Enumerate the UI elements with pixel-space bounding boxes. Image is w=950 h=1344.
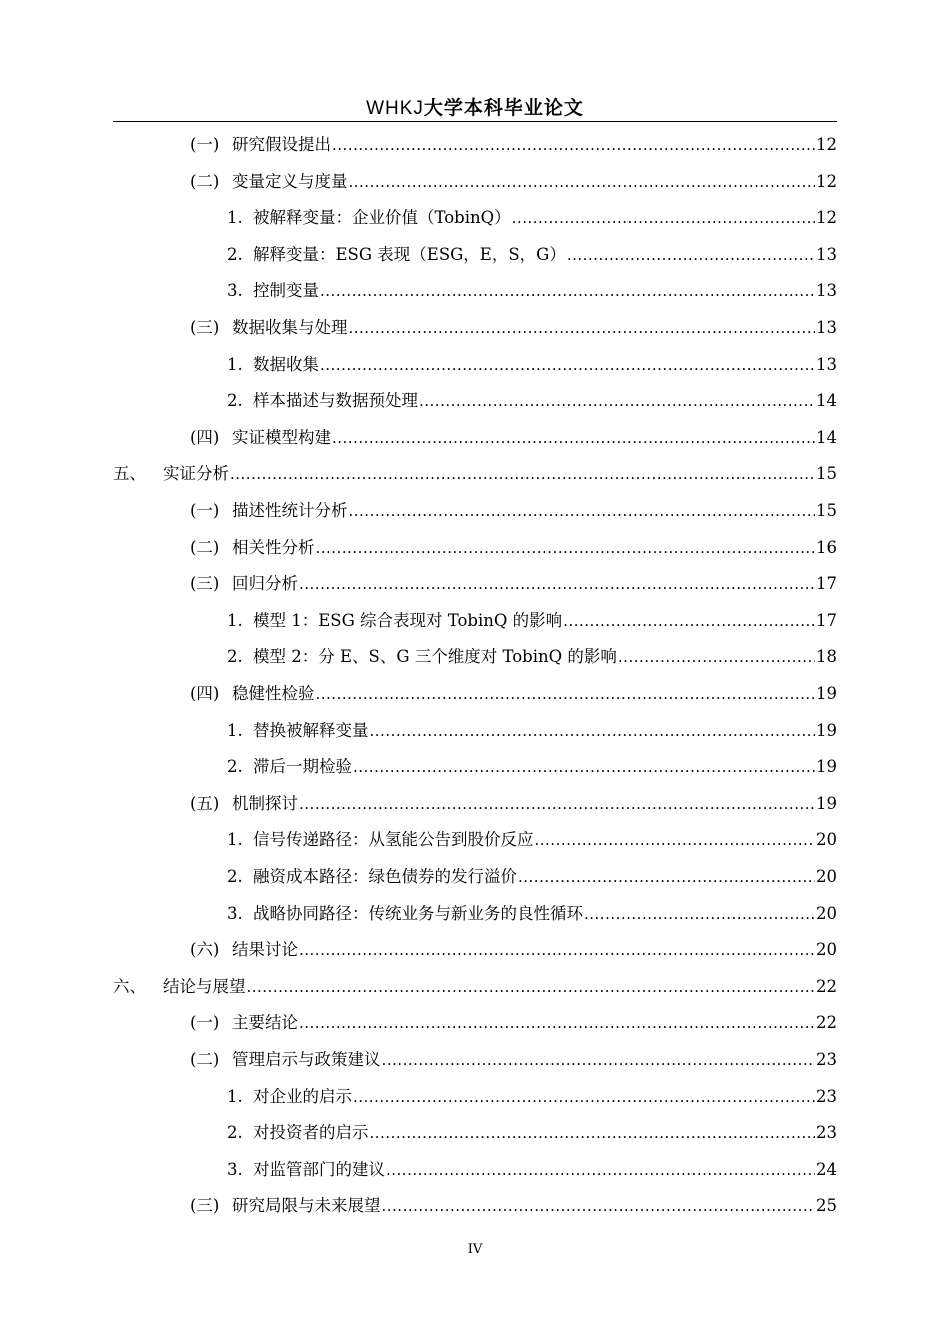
toc-entry-title: 机制探讨: [232, 793, 298, 813]
toc-entry-page: 25: [816, 1196, 837, 1216]
toc-entry-page: 20: [816, 867, 837, 886]
toc-entry-title: 数据收集与处理: [232, 318, 348, 337]
toc-entry-number: (一): [190, 1013, 220, 1033]
toc-entry-page: 19: [816, 793, 837, 813]
toc-entry-page: 20: [816, 830, 837, 850]
toc-dot-leader: [332, 134, 815, 156]
toc-dot-leader: [299, 939, 815, 961]
toc-entry-page: 15: [816, 501, 837, 520]
toc-entry-page: 23: [816, 1086, 837, 1106]
toc-entry[interactable]: [227, 827, 837, 851]
toc-entry[interactable]: [190, 498, 837, 522]
toc-entry-page: 20: [816, 940, 837, 960]
toc-entry-page: 16: [816, 537, 837, 557]
toc-entry-title: 滞后一期检验: [253, 757, 352, 777]
toc-entry-page: 15: [816, 464, 837, 484]
toc-dot-leader: [316, 537, 816, 559]
toc-entry-page: 24: [816, 1159, 837, 1179]
toc-entry[interactable]: [190, 681, 837, 705]
toc-dot-leader: [353, 1086, 815, 1108]
toc-dot-leader: [370, 1122, 816, 1144]
toc-entry-number: 六、: [113, 976, 146, 996]
toc-dot-leader: [349, 317, 816, 339]
running-header: [113, 93, 837, 120]
toc-dot-leader: [567, 244, 815, 266]
toc-dot-leader: [386, 1159, 815, 1181]
toc-entry-number: 3.: [227, 903, 243, 923]
toc-entry[interactable]: [227, 278, 837, 302]
toc-entry-title: 实证模型构建: [232, 427, 331, 447]
toc-entry-number: 1.: [227, 354, 243, 374]
toc-entry-number: (三): [190, 318, 220, 337]
toc-entry-title: 对监管部门的建议: [253, 1159, 385, 1179]
toc-entry[interactable]: [190, 1193, 837, 1217]
toc-entry[interactable]: [190, 937, 837, 961]
toc-entry[interactable]: [227, 718, 837, 742]
toc-entry-title: 描述性统计分析: [232, 501, 348, 520]
toc-entry[interactable]: [227, 205, 837, 229]
toc-dot-leader: [349, 500, 816, 522]
toc-entry-title: 替换被解释变量: [253, 720, 369, 740]
toc-entry-number: (三): [190, 574, 220, 594]
toc-entry-number: (四): [190, 684, 220, 703]
toc-entry[interactable]: [227, 644, 837, 668]
toc-entry[interactable]: [227, 1084, 837, 1108]
toc-entry-page: 20: [816, 903, 837, 923]
toc-entry-number: 2.: [227, 244, 243, 264]
toc-entry-title: 被解释变量：企业价值（TobinQ）: [253, 208, 511, 228]
toc-entry-number: 1.: [227, 830, 243, 850]
toc-entry-number: 2.: [227, 647, 243, 667]
toc-entry-page: 17: [816, 574, 837, 594]
page-number: IV: [467, 1242, 483, 1257]
toc-dot-leader: [518, 866, 815, 888]
toc-entry-title: 管理启示与政策建议: [232, 1050, 381, 1069]
toc-dot-leader: [618, 646, 815, 668]
toc-entry-number: (三): [190, 1196, 220, 1216]
toc-entry-title: 战略协同路径：传统业务与新业务的良性循环: [253, 903, 583, 923]
toc-entry-title: 变量定义与度量: [232, 171, 348, 191]
toc-entry-title: 稳健性检验: [232, 684, 315, 703]
toc-entry-page: 17: [816, 610, 837, 630]
toc-entry-page: 13: [816, 318, 837, 337]
toc-entry-page: 12: [816, 135, 837, 154]
toc-entry-page: 19: [816, 720, 837, 740]
toc-entry-title: 主要结论: [232, 1013, 298, 1033]
toc-entry-number: 2.: [227, 757, 243, 777]
toc-entry-number: (二): [190, 171, 220, 191]
toc-entry-page: 18: [816, 647, 837, 667]
toc-entry-title: 信号传递路径：从氢能公告到股价反应: [253, 830, 534, 850]
toc-entry[interactable]: [227, 1157, 837, 1181]
toc-entry-page: 23: [816, 1123, 837, 1143]
header-chinese: 大学本科毕业论文: [423, 97, 584, 119]
toc-dot-leader: [349, 171, 816, 193]
toc-entry-page: 14: [816, 427, 837, 447]
toc-dot-leader: [247, 976, 816, 998]
toc-entry-number: 2.: [227, 391, 243, 411]
toc-entry-number: (四): [190, 427, 220, 447]
toc-dot-leader: [382, 1195, 816, 1217]
toc-dot-leader: [535, 829, 816, 851]
toc-entry[interactable]: [190, 571, 837, 595]
toc-entry[interactable]: [113, 974, 837, 998]
toc-entry-number: 1.: [227, 720, 243, 740]
toc-entry-number: 3.: [227, 281, 243, 301]
toc-entry-number: 1.: [227, 610, 243, 630]
toc-dot-leader: [563, 610, 815, 632]
toc-entry-number: 2.: [227, 867, 243, 886]
toc-entry[interactable]: [227, 754, 837, 778]
toc-entry-page: 19: [816, 684, 837, 703]
toc-dot-leader: [382, 1049, 816, 1071]
toc-dot-leader: [332, 427, 815, 449]
toc-dot-leader: [419, 390, 815, 412]
toc-entry-number: (二): [190, 1050, 220, 1069]
toc-entry[interactable]: [227, 608, 837, 632]
toc-entry-number: 2.: [227, 1123, 243, 1143]
toc-entry-number: (五): [190, 793, 220, 813]
toc-entry-title: 结论与展望: [163, 976, 246, 996]
toc-entry-title: 回归分析: [232, 574, 298, 594]
toc-dot-leader: [320, 354, 815, 376]
toc-entry-number: (六): [190, 940, 220, 960]
toc-dot-leader: [370, 720, 816, 742]
toc-entry-title: 实证分析: [163, 464, 229, 484]
toc-entry-title: 样本描述与数据预处理: [253, 391, 418, 411]
toc-entry[interactable]: [227, 242, 837, 266]
toc-entry[interactable]: [190, 535, 837, 559]
toc-dot-leader: [299, 793, 815, 815]
toc-entry[interactable]: [190, 791, 837, 815]
toc-entry-title: 数据收集: [253, 354, 319, 374]
toc-entry[interactable]: [190, 1010, 837, 1034]
toc-entry[interactable]: [227, 901, 837, 925]
toc-entry-page: 12: [816, 208, 837, 228]
toc-entry-title: 融资成本路径：绿色债券的发行溢价: [253, 867, 517, 886]
toc-entry-page: 12: [816, 171, 837, 191]
toc-entry[interactable]: [227, 352, 837, 376]
toc-dot-leader: [316, 683, 816, 705]
toc-entry[interactable]: [190, 132, 837, 156]
toc-entry[interactable]: [227, 388, 837, 412]
toc-entry-title: 模型 1：ESG 综合表现对 TobinQ 的影响: [253, 610, 563, 630]
toc-entry[interactable]: [227, 1120, 837, 1144]
toc-entry-number: 3.: [227, 1159, 243, 1179]
toc-entry[interactable]: [227, 864, 837, 888]
toc-entry-title: 对企业的启示: [253, 1086, 352, 1106]
toc-dot-leader: [353, 756, 815, 778]
toc-dot-leader: [230, 463, 815, 485]
toc-entry-page: 19: [816, 757, 837, 777]
toc-dot-leader: [299, 573, 815, 595]
toc-entry-page: 22: [816, 1013, 837, 1033]
header-rule: [113, 121, 837, 122]
toc-entry-title: 结果讨论: [232, 940, 298, 960]
toc-entry[interactable]: [190, 169, 837, 193]
toc-entry-title: 对投资者的启示: [253, 1123, 369, 1143]
toc-entry-number: 五、: [113, 464, 146, 484]
toc-entry-page: 13: [816, 244, 837, 264]
toc-entry-number: (一): [190, 501, 220, 520]
toc-entry-title: 研究假设提出: [232, 135, 331, 154]
header-latin: WHKJ: [366, 98, 424, 119]
toc-dot-leader: [512, 207, 815, 229]
toc-entry-title: 相关性分析: [232, 537, 315, 557]
toc-entry-page: 13: [816, 354, 837, 374]
toc-dot-leader: [320, 280, 815, 302]
toc-entry[interactable]: [190, 425, 837, 449]
toc-entry[interactable]: [113, 461, 837, 485]
toc-entry-page: 22: [816, 976, 837, 996]
toc-entry-page: 13: [816, 281, 837, 301]
toc-dot-leader: [299, 1012, 815, 1034]
toc-entry-number: 1.: [227, 208, 243, 228]
toc-dot-leader: [584, 903, 815, 925]
toc-entry-title: 模型 2：分 E、S、G 三个维度对 TobinQ 的影响: [253, 647, 617, 667]
toc-entry-title: 控制变量: [253, 281, 319, 301]
toc-entry-number: (二): [190, 537, 220, 557]
toc-entry[interactable]: [190, 1047, 837, 1071]
toc-entry[interactable]: [190, 315, 837, 339]
toc-entry-page: 14: [816, 391, 837, 411]
toc-entry-page: 23: [816, 1050, 837, 1069]
toc-entry-number: (一): [190, 135, 220, 154]
toc-entry-title: 解释变量：ESG 表现（ESG，E，S，G）: [253, 244, 566, 264]
toc-entry-number: 1.: [227, 1086, 243, 1106]
toc-entry-title: 研究局限与未来展望: [232, 1196, 381, 1216]
